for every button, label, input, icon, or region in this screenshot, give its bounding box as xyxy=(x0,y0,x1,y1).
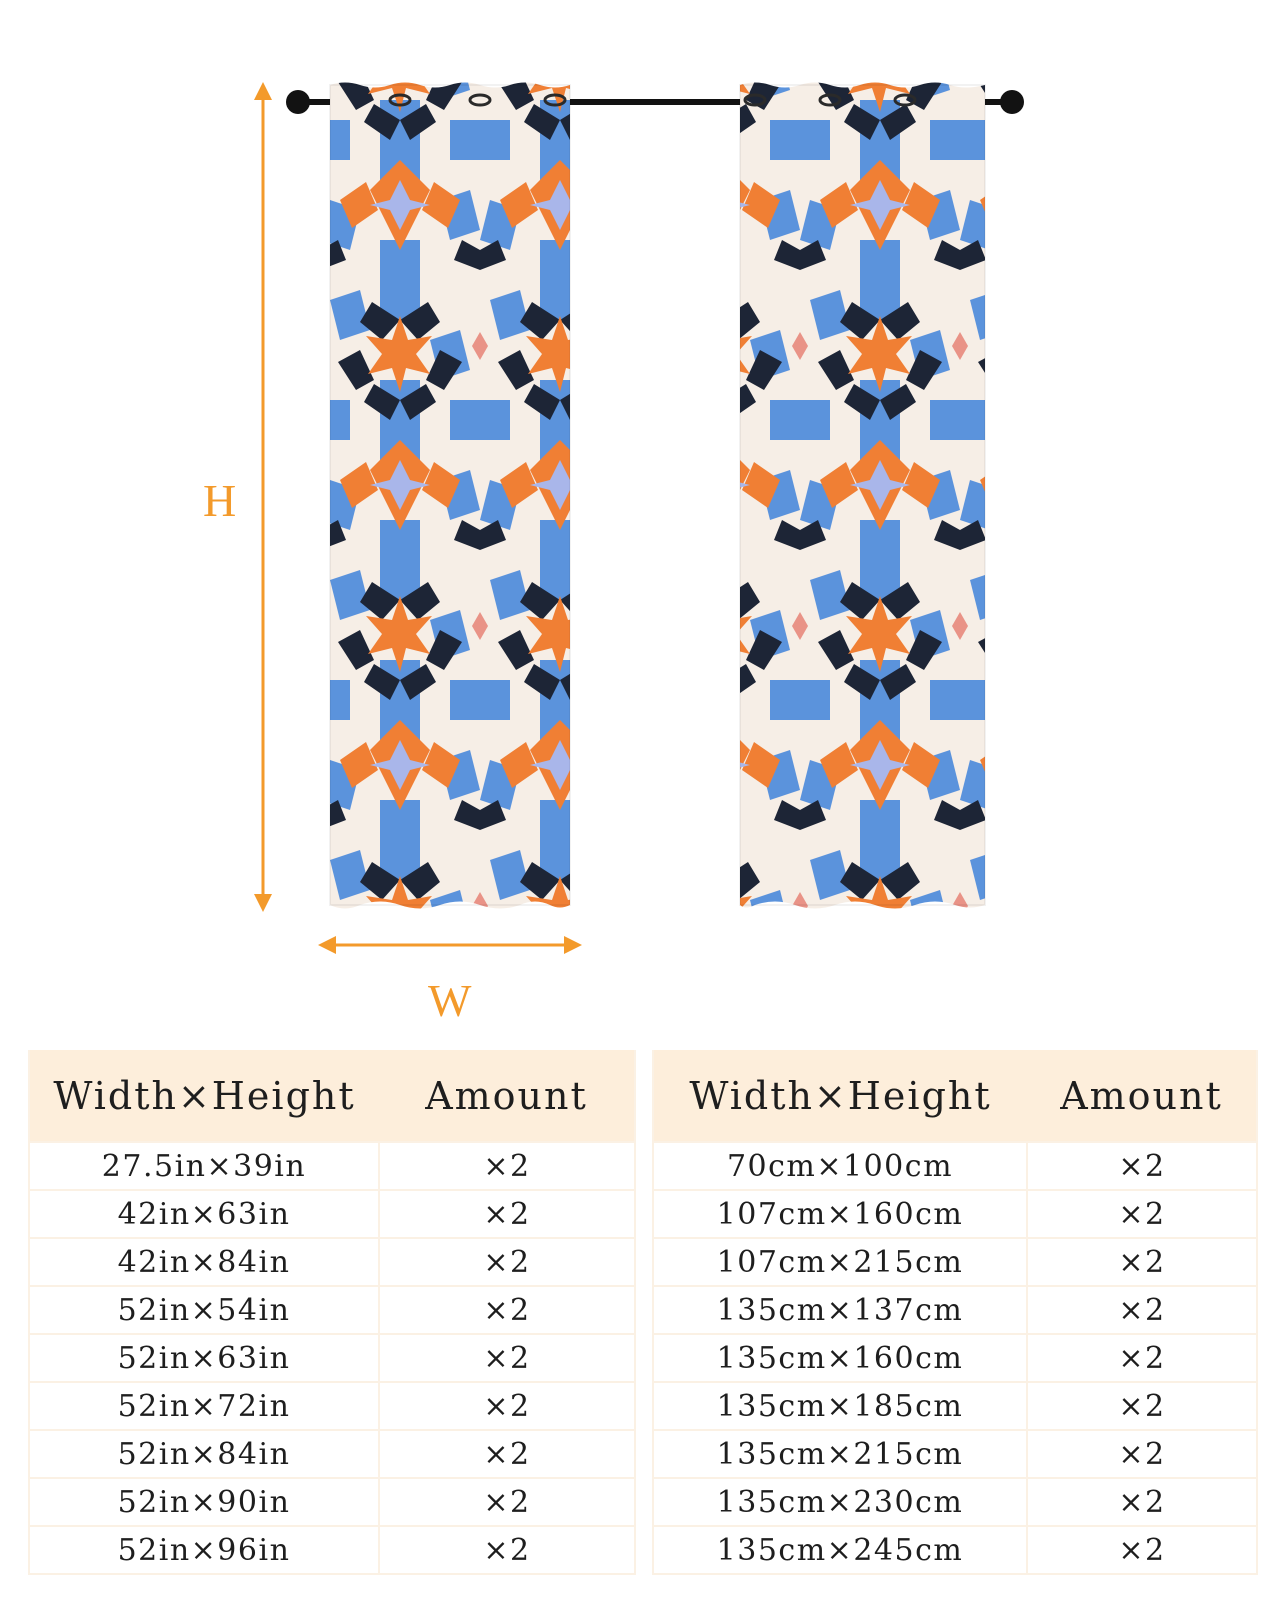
table-row xyxy=(29,1334,635,1382)
amount-cell: ×2 xyxy=(1027,1478,1257,1526)
size-cell: 135cm×215cm xyxy=(653,1430,1027,1478)
curtain-panel-right xyxy=(740,83,985,909)
rod-finial-left xyxy=(286,90,310,114)
amount-cell: ×2 xyxy=(379,1238,635,1286)
size-cell: 42in×63in xyxy=(29,1190,379,1238)
curtain-panel-left xyxy=(330,83,570,909)
size-cell: 135cm×185cm xyxy=(653,1382,1027,1430)
amount-cell: ×2 xyxy=(1027,1286,1257,1334)
amount-cell: ×2 xyxy=(1027,1382,1257,1430)
table-row xyxy=(29,1286,635,1334)
size-cell: 52in×63in xyxy=(29,1334,379,1382)
size-column-header: Width×Height xyxy=(653,1050,1027,1142)
amount-cell: ×2 xyxy=(379,1286,635,1334)
table-row xyxy=(653,1430,1257,1478)
amount-cell: ×2 xyxy=(1027,1238,1257,1286)
table-row xyxy=(29,1238,635,1286)
amount-cell: ×2 xyxy=(1027,1334,1257,1382)
amount-cell: ×2 xyxy=(1027,1190,1257,1238)
width-arrow xyxy=(318,936,582,954)
table-row xyxy=(29,1382,635,1430)
size-cell: 52in×90in xyxy=(29,1478,379,1526)
size-cell: 70cm×100cm xyxy=(653,1142,1027,1190)
amount-cell: ×2 xyxy=(379,1334,635,1382)
height-arrow xyxy=(254,82,272,912)
table-row xyxy=(29,1526,635,1574)
height-label: H xyxy=(203,475,237,526)
amount-cell: ×2 xyxy=(1027,1526,1257,1574)
amount-cell: ×2 xyxy=(1027,1142,1257,1190)
amount-column-header: Amount xyxy=(379,1050,635,1142)
table-row xyxy=(653,1238,1257,1286)
size-cell: 107cm×160cm xyxy=(653,1190,1027,1238)
amount-cell: ×2 xyxy=(379,1142,635,1190)
amount-cell: ×2 xyxy=(1027,1430,1257,1478)
table-row xyxy=(653,1382,1257,1430)
width-label: W xyxy=(428,975,472,1026)
table-row xyxy=(29,1478,635,1526)
table-row xyxy=(653,1526,1257,1574)
size-cell: 52in×84in xyxy=(29,1430,379,1478)
size-cell: 135cm×137cm xyxy=(653,1286,1027,1334)
size-cell: 52in×72in xyxy=(29,1382,379,1430)
size-cell: 52in×54in xyxy=(29,1286,379,1334)
table-header-row xyxy=(29,1050,635,1142)
table-row xyxy=(653,1286,1257,1334)
amount-cell: ×2 xyxy=(379,1478,635,1526)
table-row xyxy=(29,1190,635,1238)
size-cell: 42in×84in xyxy=(29,1238,379,1286)
size-cell: 135cm×160cm xyxy=(653,1334,1027,1382)
table-row xyxy=(653,1478,1257,1526)
amount-cell: ×2 xyxy=(379,1430,635,1478)
cm-size-table xyxy=(652,1050,1258,1575)
table-header-row xyxy=(653,1050,1257,1142)
amount-column-header: Amount xyxy=(1027,1050,1257,1142)
table-row xyxy=(653,1334,1257,1382)
amount-cell: ×2 xyxy=(379,1190,635,1238)
amount-cell: ×2 xyxy=(379,1526,635,1574)
amount-cell: ×2 xyxy=(379,1382,635,1430)
inch-size-table xyxy=(28,1050,636,1575)
size-column-header: Width×Height xyxy=(29,1050,379,1142)
table-row xyxy=(29,1142,635,1190)
table-row xyxy=(653,1190,1257,1238)
table-row xyxy=(653,1142,1257,1190)
size-cell: 27.5in×39in xyxy=(29,1142,379,1190)
rod-finial-right xyxy=(1000,90,1024,114)
size-cell: 107cm×215cm xyxy=(653,1238,1027,1286)
table-row xyxy=(29,1430,635,1478)
size-cell: 135cm×230cm xyxy=(653,1478,1027,1526)
size-cell: 135cm×245cm xyxy=(653,1526,1027,1574)
size-cell: 52in×96in xyxy=(29,1526,379,1574)
